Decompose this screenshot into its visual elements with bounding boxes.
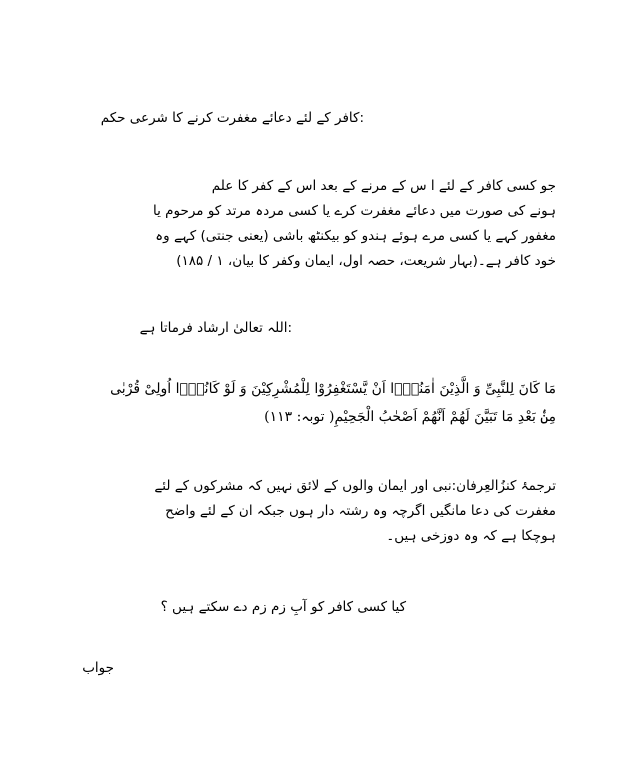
quran-verse — [110, 375, 556, 431]
verse-line: مَا كَانَ لِلنَّبِیِّ وَ الَّذِیْنَ اٰمَنُوْۤا اَنْ یَّسْتَغْفِرُوْا لِلْمُشْرِكِیْنَ وَ لَوْ كَانُوْۤا اُولِیْ قُرْبٰى — [110, 381, 556, 397]
verse-intro: :اللہ تعالیٰ ارشاد فرماتا ہے — [139, 320, 292, 336]
paragraph-line: خود کافر ہے۔(بہار شریعت، حصہ اول، ایمان وکفر کا بیان، ۱ / ۱۸۵) — [176, 253, 556, 269]
translation-line: مغفرت کی دعا مانگیں اگرچہ وہ رشتہ دار ہوں جبکہ ان کے لئے واضح — [165, 503, 556, 519]
verse-line: مِنْۢ بَعْدِ مَا تَبَیَّنَ لَهُمْ اَنَّهُمْ اَصْحٰبُ الْجَحِیْمِ( توبہ: ۱۱۳) — [264, 409, 556, 425]
translation-line: ترجمۂ کنزُالعِرفان:نبی اور ایمان والوں کے لائق نہیں کہ مشرکوں کے لئے — [154, 478, 556, 494]
answer-heading: جواب — [82, 660, 114, 676]
paragraph-line: ہونے کی صورت میں دعائے مغفرت کرے یا کسی مردہ مرتد کو مرحوم یا — [153, 203, 556, 219]
verse-translation — [154, 474, 556, 549]
question-heading: کیا کسی کافر کو آبِ زم زم دے سکتے ہیں ؟ — [160, 599, 406, 615]
paragraph-line: مغفور کہے یا کسی مرے ہوئے ہندو کو بیکنٹھ باشی (یعنی جنتی) کہے وہ — [155, 228, 556, 244]
section-heading: :کافر کے لئے دعائے مغفرت کرنے کا شرعی حکم — [100, 110, 364, 126]
paragraph-line: جو کسی کافر کے لئے ا س کے مرنے کے بعد اس کے کفر کا علم — [211, 178, 556, 194]
ruling-paragraph — [153, 174, 556, 274]
translation-line: ہوچکا ہے کہ وہ دوزخی ہیں۔ — [386, 528, 556, 544]
